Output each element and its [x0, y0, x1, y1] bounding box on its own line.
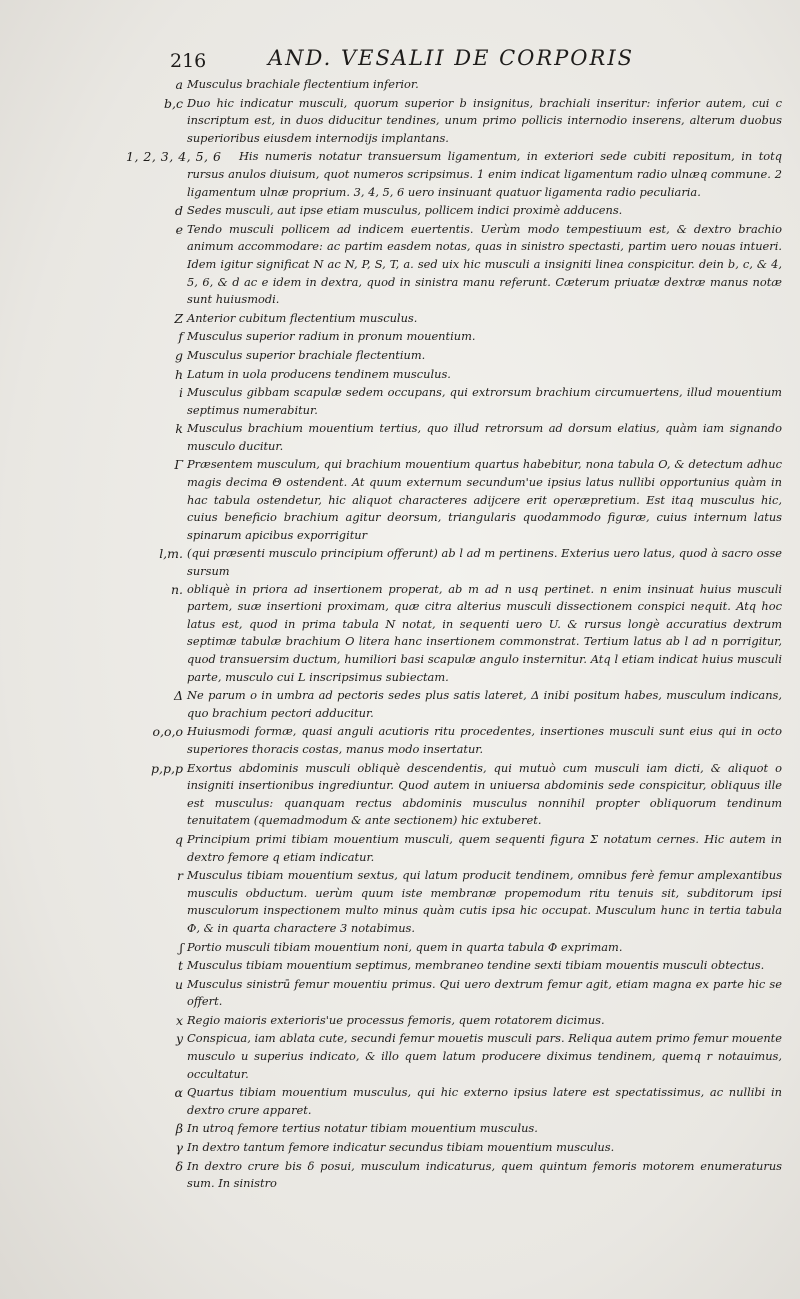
entry-marker: β [175, 1121, 183, 1137]
entry-text: Musculus superior brachiale flectentium. [187, 347, 426, 362]
legend-entry-long-s [0, 939, 800, 957]
legend-entry-k [0, 420, 800, 455]
entry-marker: o,o,o [152, 724, 183, 740]
entry-marker: r [177, 868, 183, 884]
entry-text: Duo hic indicatur musculi, quorum superior b insignitus, brachiali inseritur: inferior autem, cui c inscriptum est, in duos diducitur tendines, unum primo pollicis internodio inserens, alterum duobus superioribus eiusdem internodijs implantans. [187, 95, 782, 145]
entry-text: obliquè in priora ad insertionem properat, ab m ad n usq pertinet. n enim insinuat huius musculi partem, suæ insertioni proximam, quæ citra alterius musculi dissectionem conspici nequit. Atq hoc latus est, quod in prima tabula N notat, in sequenti uero U. & rursus longè accuratius dextrum septimæ tabulæ brachium O litera hanc insertionem commonstrat. Tertium latus ab l ad n porrigitur, quod transuersim ductum, humiliori basi scapulæ angulo insternitur. Atq l etiam indicat huius musculi parte, musculo cui L inscripsimus subiectam. [187, 581, 782, 684]
legend-entry-h [0, 366, 800, 384]
legend-entry-numbers [0, 148, 800, 201]
legend-entry-u [0, 976, 800, 1011]
entry-marker: Z [174, 310, 183, 326]
entry-text: Præsentem musculum, qui brachium mouentium quartus habebitur, nona tabula O, & detectum adhuc magis decima Θ ostendent. At quum externum secundum'ue ipsius latus nullibi opportunius quàm in hac tabula ostendetur, hic aliquot characteres adijcere erit operæpretium. Est itaq musculus hic, cuius beneficio brachium agitur deorsum, triangularis quodammodo figuræ, cuius internum latus spinarum apicibus exporrigitur [187, 457, 782, 542]
entry-text: In utroq femore tertius notatur tibiam mouentium musculus. [187, 1121, 538, 1136]
entry-text: Anterior cubitum flectentium musculus. [187, 310, 418, 325]
legend-entry-delta-upper [0, 687, 800, 722]
entry-text: Quartus tibiam mouentium musculus, qui hic externo ipsius latere est spectatissimus, ac nullibi in dextro crure apparet. [187, 1085, 782, 1117]
legend-entry-gamma [0, 1139, 800, 1157]
entry-marker: x [175, 1012, 183, 1028]
entry-marker: i [179, 385, 183, 401]
entry-marker: g [174, 347, 183, 363]
legend-entry-t [0, 957, 800, 975]
entry-text: Latum in uola producens tendinem musculus. [187, 366, 451, 381]
legend-entry-e [0, 221, 800, 309]
entry-text: Exortus abdominis musculi obliquè descendentis, qui mutuò cum musculi iam dicti, & aliquot o insigniti insertionibus ingrediuntur. Quod autem in uniuersa abdominis sede conspicitur, obliquus ille est musculus: quanquam rectus abdominis musculus nonnihil propter obliquorum tendinum tenuitatem (quemadmodum & ante sectionem) hic extuberet. [187, 760, 782, 828]
entry-text: Tendo musculi pollicem ad indicem euertentis. Uerùm modo tempestiuum est, & dextro brachio animum accommodare: ac partim easdem notas, quas in sinistro spectasti, partim uero nouas intueri. Idem igitur significat N ac N, P, S, T, a. sed uix hic musculi a insigniti linea conspicitur. dein b, c, & 4, 5, 6, & d ac e idem in dextra, quod in sinistra manu referunt. Cæterum priuatæ dextræ manus notæ sunt huiusmodi. [187, 221, 782, 307]
entry-text: Ne parum o in umbra ad pectoris sedes plus satis lateret, Δ inibi positum habes, musculum indicans, quo brachium pectori adducitur. [187, 688, 782, 720]
entry-text: Sedes musculi, aut ipse etiam musculus, pollicem indici proximè adducens. [187, 203, 623, 218]
entry-marker: p,p,p [151, 760, 183, 776]
legend-entry-z [0, 310, 800, 328]
entry-marker: γ [175, 1140, 183, 1156]
entry-marker: f [178, 329, 183, 345]
entry-text: Musculus sinistrū femur mouentiu primus. Qui uero dextrum femur agit, etiam magna ex parte hic se offert. [187, 976, 782, 1009]
entry-text: Huiusmodi formæ, quasi anguli acutioris ritu procedentes, insertiones musculi sunt eius qui in octo superiores thoracis costas, manus modo insertatur. [187, 724, 782, 756]
legend-entry-i [0, 384, 800, 419]
entry-text: Musculus brachiale flectentium inferior. [187, 77, 419, 91]
entry-marker: α [174, 1085, 183, 1101]
entry-marker: k [175, 421, 183, 437]
legend-entry-d [0, 202, 800, 220]
entry-marker: y [175, 1031, 183, 1047]
entry-text: Conspicua, iam ablata cute, secundi femur mouetis musculi pars. Reliqua autem primo femur mouente musculo u superius indicato, & illo quem latum producere diximus tendinem, quemq r notauimus, occultatur. [187, 1031, 782, 1081]
entry-marker: t [177, 958, 183, 974]
entry-text: Principium primi tibiam mouentium musculi, quem sequenti figura Σ notatum cernes. Hic autem in dextro femore q etiam indicatur. [187, 831, 782, 864]
legend-entry-q [0, 831, 800, 866]
entry-text: (qui præsenti musculo principium offerunt) ab l ad m pertinens. Exterius uero latus, quod à sacro osse sursum [187, 546, 782, 579]
entry-marker: b,c [164, 95, 183, 111]
legend-entry-ppp [0, 760, 800, 830]
entry-text: Musculus gibbam scapulæ sedem occupans, qui extrorsum brachium circumuertens, illud mouentium septimus numerabitur. [187, 385, 782, 417]
running-title: AND. VESALII DE CORPORIS [268, 46, 635, 70]
entry-text: Musculus brachium mouentium tertius, quo illud retrorsum ad dorsum elatius, quàm iam signando musculo ducitur. [187, 421, 782, 453]
legend-entry-lm [0, 545, 800, 580]
legend-entry-a [0, 76, 800, 94]
entry-marker: l,m. [159, 546, 183, 562]
entry-marker: Γ [174, 457, 183, 473]
legend-entry-f [0, 328, 800, 346]
legend-entry-y [0, 1030, 800, 1083]
legend-entry-x [0, 1012, 800, 1030]
entry-marker: ʃ [179, 939, 183, 955]
entry-marker: Δ [173, 688, 183, 704]
legend-entry-beta [0, 1120, 800, 1138]
entry-text: His numeris notatur transuersum ligamentum, in exteriori sede cubiti repositum, in totq rursus anulos diuisum, quot numeros scripsimus. 1 enim indicat ligamentum radio ulnæq commune. 2 ligamentum ulnæ proprium. 3, 4, 5, 6 uero insinuant quatuor ligamenta radio peculiaria. [187, 149, 782, 199]
entry-text: In dextro tantum femore indicatur secundus tibiam mouentium musculus. [187, 1140, 615, 1155]
entry-text: Musculus superior radium in pronum mouentium. [187, 329, 476, 344]
legend-entries [0, 76, 800, 1194]
entry-marker: a [175, 77, 183, 92]
entry-text: Musculus tibiam mouentium septimus, membraneo tendine sexti tibiam mouentis musculi obtectus. [187, 958, 765, 973]
entry-marker: n. [170, 581, 183, 597]
legend-entry-gamma-upper [0, 456, 800, 544]
legend-entry-n [0, 581, 800, 687]
entry-marker: q [174, 831, 183, 847]
entry-text: Portio musculi tibiam mouentium noni, quem in quarta tabula Φ exprimam. [187, 939, 623, 954]
page-header [0, 44, 800, 74]
entry-marker: d [174, 203, 183, 219]
entry-text: Musculus tibiam mouentium sextus, qui latum producit tendinem, omnibus ferè femur amplexantibus musculis obductum. uerùm quum iste membranæ propemodum ritu tenuis sit, subditorum ipsi musculorum inspectionem multo minus quàm cutis ipsa hic occupat. Musculum hunc in tertia tabula Φ, & in quarta charactere 3 notabimus. [187, 868, 782, 935]
entry-marker: 1, 2, 3, 4, 5, 6 [126, 149, 222, 165]
entry-text: In dextro crure bis δ posui, musculum indicaturus, quem quintum femoris motorem enumeraturus sum. In sinistro [187, 1158, 782, 1191]
page-number: 216 [170, 50, 207, 72]
legend-entry-g [0, 347, 800, 365]
legend-entry-bc [0, 95, 800, 148]
entry-marker: δ [175, 1158, 183, 1174]
entry-text: Regio maioris exterioris'ue processus femoris, quem rotatorem dicimus. [187, 1012, 605, 1027]
legend-entry-r [0, 867, 800, 937]
legend-entry-alpha [0, 1084, 800, 1119]
entry-marker: e [175, 221, 183, 237]
legend-entry-delta [0, 1158, 800, 1193]
entry-marker: u [174, 976, 183, 992]
legend-entry-ooo [0, 723, 800, 758]
entry-marker: h [174, 366, 183, 382]
